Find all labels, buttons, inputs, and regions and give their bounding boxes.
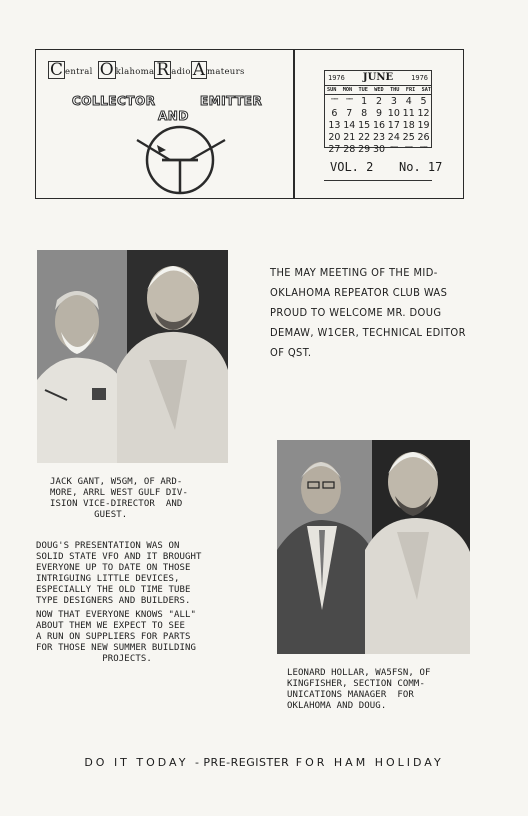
calendar-year: 1976 <box>411 74 428 82</box>
calendar-day: 2 <box>375 96 383 107</box>
calendar-day: 5 <box>420 96 427 107</box>
calendar-day: 30 <box>372 144 386 155</box>
club-initial: O <box>99 60 114 80</box>
club-word: mateurs <box>207 67 245 77</box>
calendar-day: 21 <box>343 132 356 143</box>
calendar-day: 20 <box>328 132 341 143</box>
title-emitter: EMITTER <box>200 94 263 108</box>
club-word: adio <box>171 67 191 77</box>
calendar-day: """" <box>390 146 398 152</box>
calendar-weekday: SAT <box>421 87 431 93</box>
club-name <box>48 60 288 86</box>
suppliers-paragraph: NOW THAT EVERYONE KNOWS "ALL" ABOUT THEM WE EXPECT TO SEE A RUN ON SUPPLIERS FOR PARTS FOR THOSE NEW SUMMER BUILDING PROJECTS. <box>36 610 197 664</box>
banner-middle: - PRE-REGISTER <box>194 756 290 769</box>
calendar-day: 9 <box>375 108 383 119</box>
calendar-day: 25 <box>402 132 415 143</box>
banner-left: DO IT TODAY <box>84 756 189 769</box>
title-collector: COLLECTOR <box>72 94 156 108</box>
calendar-day: 22 <box>358 132 371 143</box>
masthead-divider <box>293 49 295 199</box>
calendar-day: 26 <box>417 132 430 143</box>
calendar-rule <box>325 94 431 95</box>
club-initial: R <box>156 60 170 80</box>
photo1-caption: JACK GANT, W5GM, OF ARD- MORE, ARRL WEST GULF DIV- ISION VICE-DIRECTOR AND GUEST. <box>50 477 188 520</box>
calendar-day: 3 <box>390 96 397 107</box>
calendar-day: 18 <box>402 120 415 131</box>
calendar-day: 15 <box>358 120 371 131</box>
calendar-day: """" <box>419 146 428 152</box>
title-and: AND <box>158 109 189 123</box>
calendar-day: 8 <box>361 108 368 119</box>
issue-underline <box>324 180 432 181</box>
photo2-caption: LEONARD HOLLAR, WA5FSN, OF KINGFISHER, SECTION COMM- UNICATIONS MANAGER FOR OKLAHOMA AND DOUG. <box>287 668 431 711</box>
calendar-month: JUNE <box>362 72 394 83</box>
calendar-weekday: THU <box>390 87 400 93</box>
calendar-day: 27 <box>328 144 341 155</box>
presentation-paragraph: DOUG'S PRESENTATION WAS ON SOLID STATE VFO AND IT BROUGHT EVERYONE UP TO DATE ON THOSE INTRIGUING LITTLE DEVICES, ESPECIALLY THE OLD TIME TUBE TYPE DESIGNERS AND BUILDERS. <box>36 541 202 606</box>
calendar-weekdays <box>327 87 431 93</box>
calendar-day: 16 <box>372 120 386 131</box>
club-word: entral <box>65 67 93 77</box>
club-initial: C <box>50 60 64 80</box>
transistor-logo-icon <box>132 118 232 198</box>
calendar-day: 6 <box>331 108 338 119</box>
issue-number: No. 17 <box>399 160 443 174</box>
calendar-day: 10 <box>387 108 400 119</box>
pre-register-banner <box>0 756 528 769</box>
calendar-day: """" <box>345 98 353 104</box>
calendar-rule <box>325 85 431 86</box>
calendar-day: 12 <box>417 108 430 119</box>
june-calendar <box>324 70 432 155</box>
calendar-day: 24 <box>387 132 400 143</box>
calendar-day: 28 <box>343 144 356 155</box>
calendar-day: 19 <box>417 120 430 131</box>
calendar-day: 4 <box>405 96 412 107</box>
club-initial: A <box>192 60 206 80</box>
calendar-weekday: SUN <box>327 87 337 93</box>
calendar-day: """" <box>405 146 413 152</box>
calendar-day: 11 <box>402 108 415 119</box>
calendar-grid <box>327 96 431 155</box>
calendar-day: 23 <box>372 132 386 143</box>
calendar-day: 13 <box>328 120 341 131</box>
photo-leonard-hollar-and-doug-demaw <box>277 440 470 654</box>
calendar-weekday: MON <box>342 87 353 93</box>
calendar-day: 29 <box>358 144 371 155</box>
calendar-day: """" <box>330 98 339 104</box>
calendar-weekday: TUE <box>358 87 368 93</box>
calendar-day: 17 <box>387 120 400 131</box>
calendar-day: 7 <box>346 108 353 119</box>
club-word: klahoma <box>115 67 155 77</box>
calendar-day: 14 <box>343 120 356 131</box>
volume-label: VOL. 2 <box>330 160 374 174</box>
calendar-weekday: WED <box>374 87 384 93</box>
intro-paragraph: THE MAY MEETING OF THE MID-OKLAHOMA REPEATOR CLUB WAS PROUD TO WELCOME MR. DOUG DEMAW, W1CER, TECHNICAL EDITOR OF QST. <box>270 266 466 359</box>
calendar-day: 1 <box>361 96 368 107</box>
calendar-weekday: FRI <box>405 87 416 93</box>
banner-right: FOR HAM HOLIDAY <box>295 756 444 769</box>
calendar-year: 1976 <box>328 74 345 82</box>
photo-jack-gant-and-doug-demaw <box>37 250 228 463</box>
